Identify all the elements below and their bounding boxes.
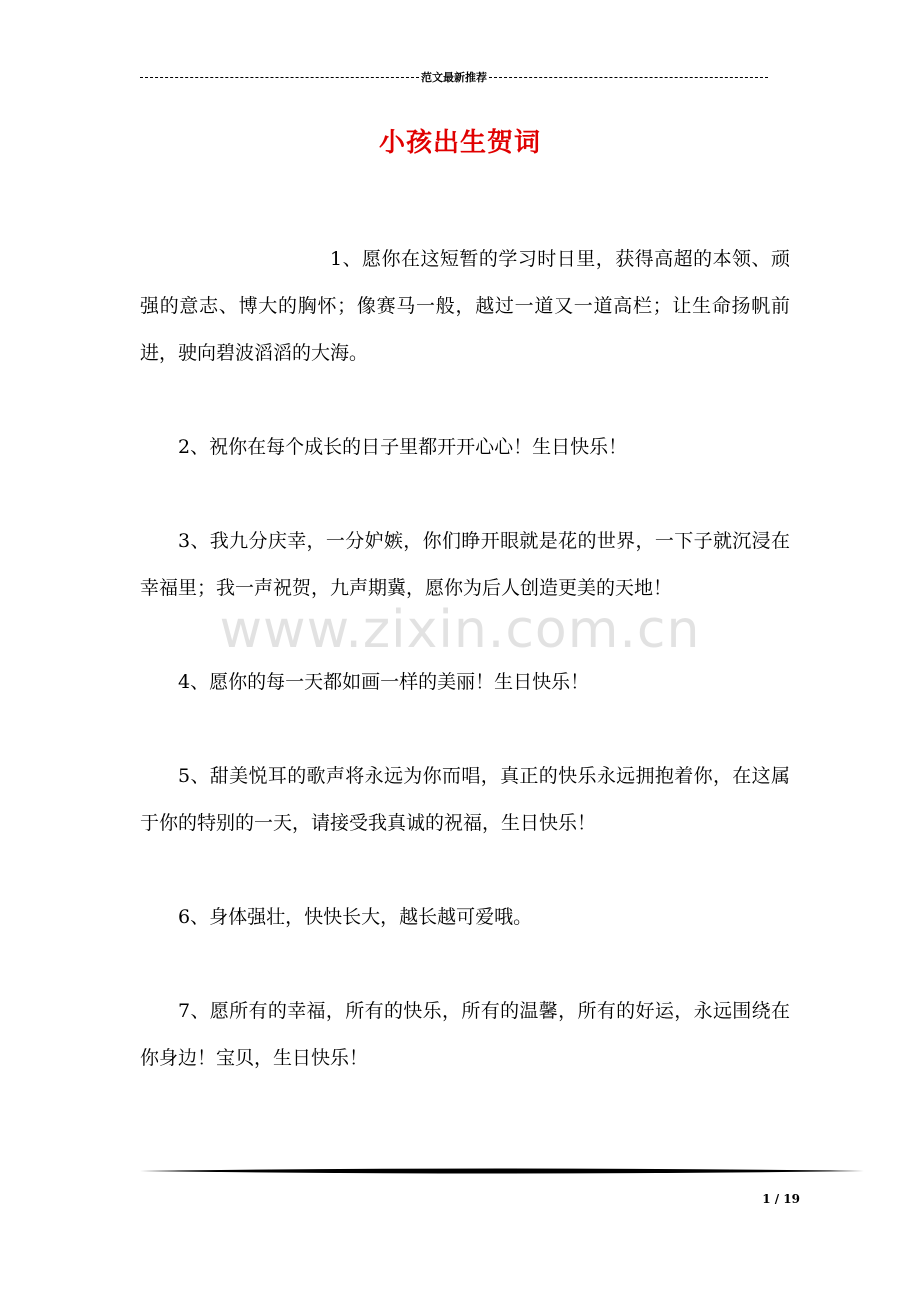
header-dashes-right bbox=[489, 77, 768, 78]
page-number: 1 / 19 bbox=[762, 1192, 800, 1206]
paragraph-5: 5、甜美悦耳的歌声将永远为你而唱，真正的快乐永远拥抱着你，在这属于你的特别的一天，请接受我真诚的祝福，生日快乐！ bbox=[140, 765, 790, 834]
footer-rule bbox=[140, 1166, 864, 1176]
watermark: www.zixin.com.cn bbox=[219, 600, 701, 660]
header-label: 范文最新推荐 bbox=[421, 71, 487, 84]
document-body bbox=[140, 236, 790, 1129]
paragraph-1: 1、愿你在这短暂的学习时日里，获得高超的本领、顽强的意志、博大的胸怀；像赛马一般，越过一道又一道高栏；让生命扬帆前进，驶向碧波滔滔的大海。 bbox=[140, 248, 790, 364]
document-title: 小孩出生贺词 bbox=[378, 128, 541, 158]
paragraph-6: 6、身体强壮，快快长大，越长越可爱哦。 bbox=[178, 906, 533, 928]
page-header bbox=[140, 68, 768, 86]
paragraph-4: 4、愿你的每一天都如画一样的美丽！生日快乐！ bbox=[178, 671, 590, 693]
paragraph-2: 2、祝你在每个成长的日子里都开开心心！生日快乐！ bbox=[178, 436, 628, 458]
paragraph-7: 7、愿所有的幸福，所有的快乐，所有的温馨，所有的好运，永远围绕在你身边！宝贝，生日快乐！ bbox=[140, 1000, 790, 1069]
paragraph-3: 3、我九分庆幸，一分妒嫉，你们睁开眼就是花的世界，一下子就沉浸在幸福里；我一声祝贺，九声期冀，愿你为后人创造更美的天地！ bbox=[140, 530, 790, 599]
header-dashes-left bbox=[140, 77, 419, 78]
